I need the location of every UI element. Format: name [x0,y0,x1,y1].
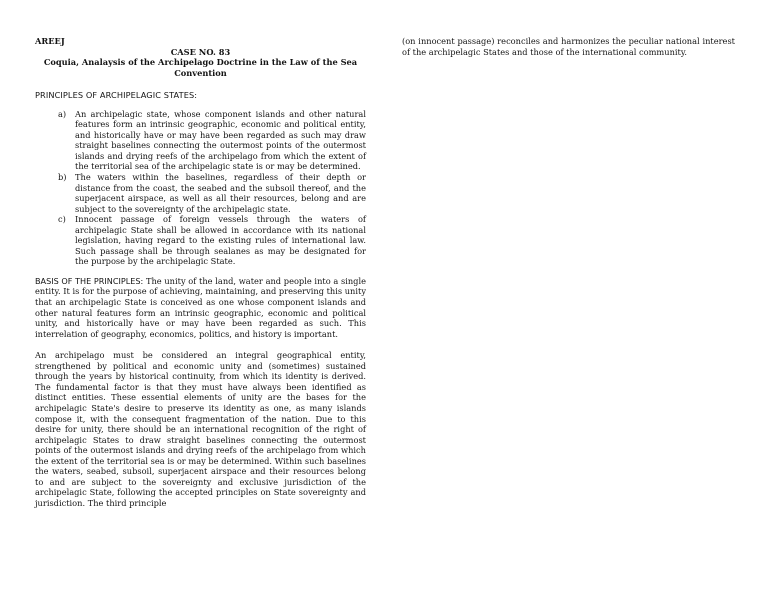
basis-paragraph [35,276,366,339]
principle-item [58,109,366,172]
archipelago-paragraph: An archipelago must be considered an integral geographical entity, strengthened by political and economic unity and (sometimes) sustained through the years by historical continuity, from which its identity is derived. The fundamental factor is that they must have always been identified as distinct entities. These essential elements of unity are the bases for the archipelagic State's desire to preserve its identity as one, as many islands compose it, with the consequent fragmentation of the nation. Due to this desire for unity, there should be an international recognition of the right of archipelagic States to draw straight baselines connecting the outermost points of the outermost islands and drying reefs of the archipelago from which the extent of the territorial sea is or may be determined. Within such baselines the waters, seabed, subsoil, superjacent airspace and their resources belong to and are subject to the sovereignty and exclusive jurisdiction of the archipelagic State, following the accepted principles on State sovereignty and jurisdiction. The third principle [35,350,366,508]
list-marker: a) [58,108,67,119]
right-column [402,36,735,57]
principle-item [58,172,366,214]
author-name: AREEJ [35,36,65,46]
principle-text: An archipelagic state, whose component islands and other natural features form an intrinsic geographic, economic and political entity, and historically have or may have been regarded as such may draw straight baselines connecting the outermost points of the outermost islands and drying reefs of the archipelago from which the extent of the territorial sea of the archipelagic state is or may be determined. [75,108,366,172]
principles-heading: PRINCIPLES OF ARCHIPELAGIC STATES: [35,90,198,101]
list-marker: c) [58,214,66,225]
principle-text: Innocent passage of foreign vessels through the waters of archipelagic State shall be allowed in accordance with its national legislation, having regard to the existing rules of international law. Such passage shall be through sealanes as may be designated for the purpose by the archipelagic State. [75,214,366,267]
list-marker: b) [58,172,67,183]
principle-item [58,214,366,267]
continuation-paragraph: (on innocent passage) reconciles and harmonizes the peculiar national interest of the archipelagic States and those of the international community. [402,36,735,57]
principle-text: The waters within the baselines, regardless of their depth or distance from the coast, the seabed and the subsoil thereof, and the superjacent airspace, as well as all their resources, belong and are subject to the sovereignty of the archipelagic state. [75,172,366,214]
case-number: CASE NO. 83 [170,46,231,57]
principles-list [35,109,366,267]
basis-text: The unity of the land, water and people into a single entity. It is for the purpose of achieving, maintaining, and preserving this unity that an archipelagic State is conceived as one whose component islands and other natural features form an intrinsic geographic, economic and political unity, and historically have or may have been regarded as such. This interrelation of geography, economics, politics, and history is important. [35,275,366,339]
case-title: Coquia, Analaysis of the Archipelago Doctrine in the Law of the Sea Convention [43,57,358,78]
basis-label: BASIS OF THE PRINCIPLES: [35,275,144,286]
left-column [35,36,366,519]
